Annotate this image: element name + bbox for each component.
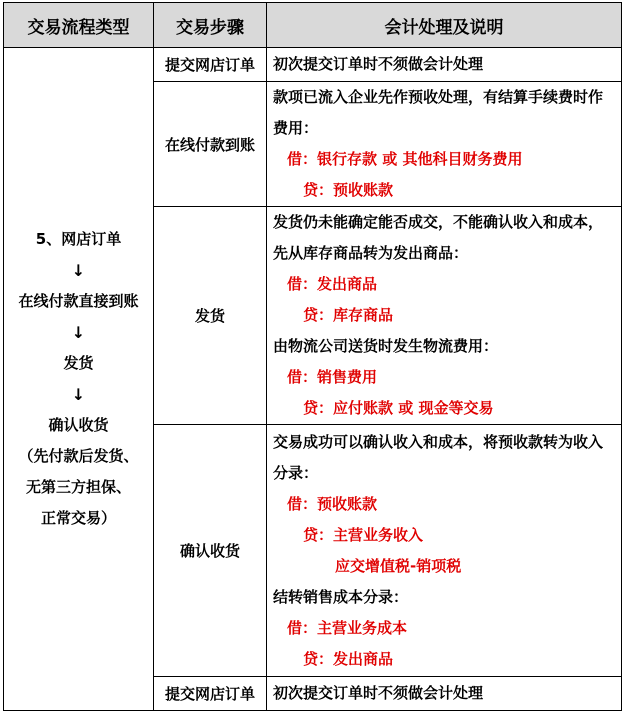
credit-line: 贷：主营业务收入 bbox=[303, 525, 424, 544]
step-cell: 确认收货 bbox=[154, 425, 267, 677]
header-desc: 会计处理及说明 bbox=[267, 3, 622, 48]
desc-cell bbox=[267, 207, 622, 425]
down-arrow-icon: ↓ bbox=[71, 385, 86, 404]
flow-note: （先付款后发货、 bbox=[18, 447, 139, 465]
debit-line: 借：银行存款 或 其他科目财务费用 bbox=[287, 150, 523, 168]
flow-note: 正常交易） bbox=[40, 509, 116, 527]
desc-line: 初次提交订单时不须做会计处理 bbox=[273, 55, 484, 73]
credit-line: 贷：发出商品 bbox=[303, 649, 394, 668]
desc-cell bbox=[267, 425, 622, 677]
credit-line: 贷：预收账款 bbox=[303, 181, 394, 199]
desc-cell bbox=[267, 48, 622, 82]
debit-line: 借：预收账款 bbox=[287, 494, 378, 513]
step-cell: 提交网店订单 bbox=[154, 48, 267, 82]
debit-line: 借：主营业务成本 bbox=[287, 618, 408, 637]
desc-cell bbox=[267, 677, 622, 711]
down-arrow-icon: ↓ bbox=[71, 261, 86, 280]
credit-line: 贷：应付账款 或 现金等交易 bbox=[303, 399, 494, 417]
step-cell: 在线付款到账 bbox=[154, 82, 267, 207]
flow-step: 确认收货 bbox=[48, 416, 109, 434]
debit-line: 借：销售费用 bbox=[287, 368, 378, 386]
flow-step: 5、网店订单 bbox=[35, 230, 122, 248]
desc-line: 结转销售成本分录： bbox=[273, 587, 409, 606]
desc-line: 由物流公司送货时发生物流费用： bbox=[273, 337, 499, 355]
table-row bbox=[4, 48, 622, 82]
credit-line: 应交增值税-销项税 bbox=[335, 556, 462, 575]
desc-line: 交易成功可以确认收入和成本，将预收款转为收入分录： bbox=[273, 432, 604, 482]
flow-step: 发货 bbox=[63, 354, 94, 372]
desc-line: 款项已流入企业先作预收处理，有结算手续费时作费用： bbox=[273, 88, 604, 137]
down-arrow-icon: ↓ bbox=[71, 323, 86, 342]
header-step: 交易步骤 bbox=[154, 3, 267, 48]
flow-type-cell bbox=[4, 48, 154, 711]
step-cell: 提交网店订单 bbox=[154, 677, 267, 711]
header-type: 交易流程类型 bbox=[4, 3, 154, 48]
flow-note: 无第三方担保、 bbox=[25, 478, 131, 496]
desc-line: 初次提交订单时不须做会计处理 bbox=[273, 684, 484, 702]
desc-line: 发货仍未能确定能否成交，不能确认收入和成本，先从库存商品转为发出商品： bbox=[273, 213, 604, 262]
header-row bbox=[4, 3, 622, 48]
flow-step: 在线付款直接到账 bbox=[18, 292, 139, 310]
credit-line: 贷：库存商品 bbox=[303, 306, 394, 324]
accounting-table bbox=[3, 2, 622, 711]
debit-line: 借：发出商品 bbox=[287, 275, 378, 293]
step-cell: 发货 bbox=[154, 207, 267, 425]
desc-cell bbox=[267, 82, 622, 207]
